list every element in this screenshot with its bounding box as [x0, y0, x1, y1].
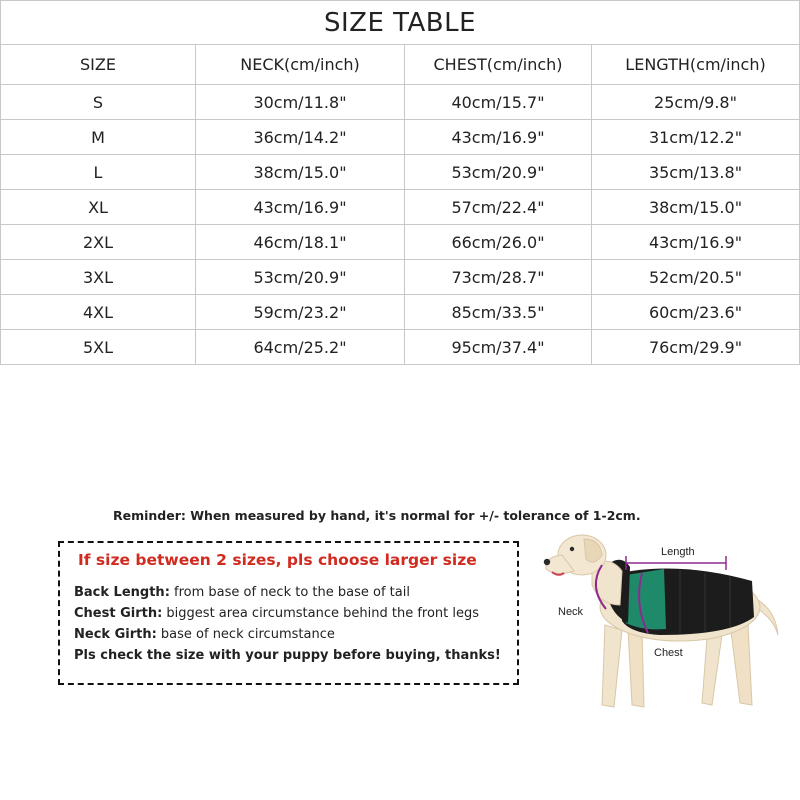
- chest-label: Chest: [654, 647, 683, 659]
- cell-length: 76cm/29.9": [592, 330, 800, 365]
- cell-neck: 36cm/14.2": [196, 120, 405, 155]
- dog-hind-leg: [730, 623, 752, 705]
- cell-length: 38cm/15.0": [592, 190, 800, 225]
- back-length-note: [74, 585, 410, 600]
- table-row: [1, 260, 800, 295]
- cell-length: 60cm/23.6": [592, 295, 800, 330]
- chest-girth-text: biggest area circumstance behind the front legs: [162, 606, 480, 621]
- cell-neck: 53cm/20.9": [196, 260, 405, 295]
- dog-front-leg: [602, 625, 622, 707]
- cell-size: 5XL: [1, 330, 196, 365]
- table-row: [1, 295, 800, 330]
- dog-eye: [570, 547, 574, 551]
- neck-girth-label: Neck Girth:: [74, 627, 157, 642]
- cell-size: 2XL: [1, 225, 196, 260]
- check-size-note: Pls check the size with your puppy before buying, thanks!: [74, 648, 501, 663]
- table-row: [1, 85, 800, 120]
- cell-chest: 57cm/22.4": [405, 190, 592, 225]
- neck-girth-note: [74, 627, 335, 642]
- chest-girth-note: [74, 606, 479, 621]
- dog-measurement-diagram: [530, 525, 800, 725]
- back-length-text: from base of neck to the base of tail: [169, 585, 410, 600]
- table-row: [1, 155, 800, 190]
- tolerance-reminder: Reminder: When measured by hand, it's normal for +/- tolerance of 1-2cm.: [113, 508, 641, 523]
- cell-chest: 85cm/33.5": [405, 295, 592, 330]
- cell-neck: 43cm/16.9": [196, 190, 405, 225]
- size-table: [0, 0, 800, 365]
- size-advice-headline: If size between 2 sizes, pls choose larger size: [78, 551, 477, 569]
- header-length: LENGTH(cm/inch): [592, 45, 800, 85]
- cell-size: M: [1, 120, 196, 155]
- measurement-notes-box: [58, 541, 519, 685]
- length-label: Length: [661, 546, 695, 558]
- table-row: [1, 330, 800, 365]
- cell-chest: 43cm/16.9": [405, 120, 592, 155]
- cell-neck: 38cm/15.0": [196, 155, 405, 190]
- table-row: [1, 225, 800, 260]
- table-row: [1, 120, 800, 155]
- size-table-title: SIZE TABLE: [1, 1, 800, 45]
- cell-size: XL: [1, 190, 196, 225]
- cell-length: 25cm/9.8": [592, 85, 800, 120]
- dog-front-leg: [628, 629, 644, 707]
- cell-chest: 66cm/26.0": [405, 225, 592, 260]
- dog-nose: [544, 559, 550, 565]
- cell-neck: 59cm/23.2": [196, 295, 405, 330]
- cell-size: L: [1, 155, 196, 190]
- cell-chest: 95cm/37.4": [405, 330, 592, 365]
- neck-label: Neck: [558, 606, 584, 618]
- cell-size: 3XL: [1, 260, 196, 295]
- cell-length: 52cm/20.5": [592, 260, 800, 295]
- cell-length: 31cm/12.2": [592, 120, 800, 155]
- chest-girth-label: Chest Girth:: [74, 606, 163, 621]
- cell-length: 35cm/13.8": [592, 155, 800, 190]
- header-chest: CHEST(cm/inch): [405, 45, 592, 85]
- cell-neck: 46cm/18.1": [196, 225, 405, 260]
- dog-coat-green: [626, 569, 666, 629]
- back-length-label: Back Length:: [74, 585, 170, 600]
- cell-size: S: [1, 85, 196, 120]
- cell-chest: 53cm/20.9": [405, 155, 592, 190]
- neck-girth-text: base of neck circumstance: [156, 627, 335, 642]
- cell-chest: 40cm/15.7": [405, 85, 592, 120]
- table-row: [1, 190, 800, 225]
- cell-length: 43cm/16.9": [592, 225, 800, 260]
- header-neck: NECK(cm/inch): [196, 45, 405, 85]
- cell-size: 4XL: [1, 295, 196, 330]
- header-size: SIZE: [1, 45, 196, 85]
- cell-chest: 73cm/28.7": [405, 260, 592, 295]
- cell-neck: 30cm/11.8": [196, 85, 405, 120]
- size-table-header-row: [1, 45, 800, 85]
- cell-neck: 64cm/25.2": [196, 330, 405, 365]
